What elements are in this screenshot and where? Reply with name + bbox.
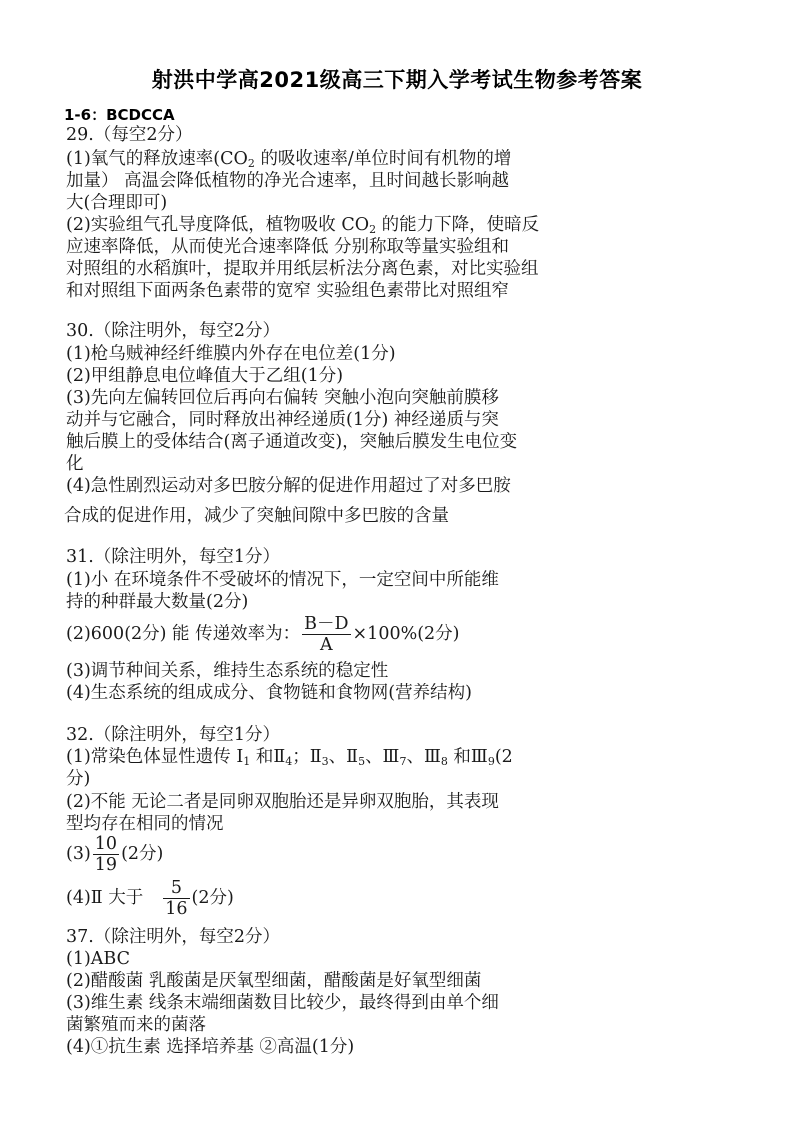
q30-line: (3)先向左偏转回位后再向右偏转 突触小泡向突触前膜移 [66, 388, 499, 408]
q30-line: 化 [66, 454, 84, 474]
q32-header: 32.（除注明外，每空1分） [66, 725, 280, 745]
transfer-efficiency-fraction: $\frac{B-D}{A}$ [304, 614, 349, 655]
q37-line: (2)醋酸菌 乳酸菌是厌氧型细菌，醋酸菌是好氧型细菌 [66, 971, 482, 991]
q30-line: 触后膜上的受体结合(离子通道改变)，突触后膜发生电位变 [66, 432, 518, 452]
q31-line: (4)生态系统的组成成分、食物链和食物网(营养结构) [66, 683, 472, 703]
document-title: 射洪中学高2021级高三下期入学考试生物参考答案 [151, 68, 643, 92]
multiple-choice-answers: 1-6：BCDCCA [64, 106, 175, 124]
q30-header: 30.（除注明外，每空2分） [66, 321, 280, 341]
q31-line: 持的种群最大数量(2分) [66, 592, 249, 612]
q29-line: 对照组的水稻旗叶，提取并用纸层析法分离色素，对比实验组 [66, 259, 539, 279]
q32-fraction-line: (4)Ⅱ 大于 $\frac{5}{16}$ (2分) [66, 878, 234, 919]
q37-line: (1)ABC [66, 949, 131, 969]
q29-line: 和对照组下面两条色素带的宽窄 实验组色素带比对照组窄 [66, 281, 510, 301]
q31-line: (3)调节种间关系，维持生态系统的稳定性 [66, 661, 389, 681]
q31-header: 31.（除注明外，每空1分） [66, 547, 280, 567]
q31-line: (1)小 在环境条件不受破坏的情况下，一定空间中所能维 [66, 570, 499, 590]
q32-fraction-line: (3) $\frac{10}{19}$ (2分) [66, 834, 164, 875]
q32-line: (1)常染色体显性遗传 $Ⅰ_1$ 和$Ⅱ_4$；$Ⅱ_3$、$Ⅱ_5$、$Ⅲ_7$、$Ⅲ_8$ 和$Ⅲ_9(2$ [66, 747, 513, 768]
q29-line: 应速率降低，从而使光合速率降低 分别称取等量实验组和 [66, 237, 510, 257]
fraction-5-16: $\frac{5}{16}$ [165, 878, 188, 919]
q32-line: 型均存在相同的情况 [66, 814, 224, 834]
q37-line: (4)①抗生素 选择培养基 ②高温(1分) [66, 1037, 355, 1057]
fraction-10-19: $\frac{10}{19}$ [94, 834, 118, 875]
q31-transfer-efficiency-line: (2)600(2分) 能 传递效率为： $\frac{B-D}{A}$ ×100%(2分) [66, 614, 460, 655]
q29-header: 29.（每空2分） [66, 125, 193, 145]
q30-line: (4)急性剧烈运动对多巴胺分解的促进作用超过了对多巴胺 [66, 476, 511, 496]
q30-line: 合成的促进作用，减少了突触间隙中多巴胺的含量 [64, 506, 449, 526]
q30-line: 动并与它融合，同时释放出神经递质(1分) 神经递质与突 [66, 410, 499, 430]
q29-line: 大(合理即可) [66, 193, 168, 213]
q30-line: (2)甲组静息电位峰值大于乙组(1分) [66, 366, 344, 386]
q32-line: (2)不能 无论二者是同卵双胞胎还是异卵双胞胎，其表现 [66, 792, 499, 812]
q29-line: (2)实验组气孔导度降低，植物吸收 $CO_2$ 的能力下降，使暗反 [66, 215, 540, 236]
q37-line: (3)维生素 线条末端细菌数目比较少，最终得到由单个细 [66, 993, 499, 1013]
q32-line: 分) [66, 769, 91, 789]
q29-line: 加量） 高温会降低植物的净光合速率，且时间越长影响越 [66, 171, 510, 191]
q37-line: 菌繁殖而来的菌落 [66, 1015, 206, 1035]
q29-line: (1)氧气的释放速率($CO_2$ 的吸收速率/单位时间有机物的增 [66, 149, 512, 170]
q30-line: (1)枪乌贼神经纤维膜内外存在电位差(1分) [66, 344, 396, 364]
q37-header: 37.（除注明外，每空2分） [66, 927, 280, 947]
